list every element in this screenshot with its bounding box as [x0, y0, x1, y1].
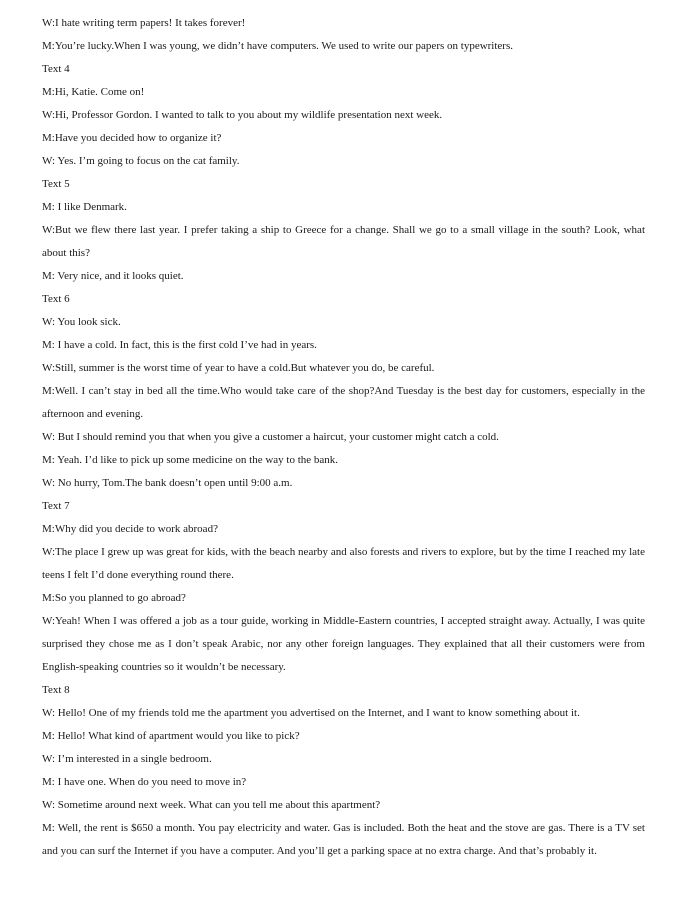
- dialogue-line: W: I’m interested in a single bedroom.: [42, 753, 212, 765]
- section-heading: Text 4: [42, 63, 70, 75]
- dialogue-line: W: You look sick.: [42, 316, 121, 328]
- dialogue-line: W: Yes. I’m going to focus on the cat family.: [42, 155, 240, 167]
- dialogue-line: W: Sometime around next week. What can you tell me about this apartment?: [42, 799, 381, 811]
- dialogue-line: M:Hi, Katie. Come on!: [42, 86, 145, 98]
- dialogue-line: M:So you planned to go abroad?: [42, 592, 186, 604]
- dialogue-line: W:Still, summer is the worst time of year to have a cold.But whatever you do, be careful.: [42, 362, 435, 374]
- dialogue-line: W:But we flew there last year. I prefer taking a ship to Greece for a change. Shall we go to a small village in the south? Look, what about this?: [42, 224, 645, 259]
- section-heading: Text 8: [42, 684, 70, 696]
- dialogue-line: W: But I should remind you that when you give a customer a haircut, your customer might catch a cold.: [42, 431, 499, 443]
- section-heading: Text 6: [42, 293, 70, 305]
- dialogue-line: M:Why did you decide to work abroad?: [42, 523, 218, 535]
- section-heading: Text 5: [42, 178, 70, 190]
- dialogue-line: W:I hate writing term papers! It takes forever!: [42, 17, 246, 29]
- dialogue-line: W:The place I grew up was great for kids, with the beach nearby and also forests and rivers to explore, but by the time I reached my late teens I felt I’d done everything round there.: [42, 546, 645, 581]
- dialogue-line: M: I like Denmark.: [42, 201, 127, 213]
- section-heading: Text 7: [42, 500, 70, 512]
- dialogue-line: M: Hello! What kind of apartment would you like to pick?: [42, 730, 300, 742]
- dialogue-line: W: No hurry, Tom.The bank doesn’t open until 9:00 a.m.: [42, 477, 293, 489]
- dialogue-line: M: I have a cold. In fact, this is the first cold I’ve had in years.: [42, 339, 317, 351]
- dialogue-line: M: Well, the rent is $650 a month. You pay electricity and water. Gas is included. Both the heat and the stove are gas. There is a TV set and you can surf the Internet if you have a computer. And you’ll get a parking space at no extra charge. And that’s probably it.: [42, 822, 645, 857]
- dialogue-line: W: Hello! One of my friends told me the apartment you advertised on the Internet, and I want to know something about it.: [42, 707, 580, 719]
- dialogue-line: M:You’re lucky.When I was young, we didn’t have computers. We used to write our papers on typewriters.: [42, 40, 513, 52]
- dialogue-line: M:Have you decided how to organize it?: [42, 132, 222, 144]
- dialogue-line: M: Yeah. I’d like to pick up some medicine on the way to the bank.: [42, 454, 339, 466]
- dialogue-line: M:Well. I can’t stay in bed all the time.Who would take care of the shop?And Tuesday is the best day for customers, especially in the afternoon and evening.: [42, 385, 645, 420]
- dialogue-line: M: Very nice, and it looks quiet.: [42, 270, 184, 282]
- dialogue-line: W:Yeah! When I was offered a job as a tour guide, working in Middle-Eastern countries, I accepted straight away. Actually, I was quite surprised they chose me as I don’t speak Arabic, nor any other foreign languages. They explained that all their customers were from English-speaking countries so it wouldn’t be necessary.: [42, 615, 645, 673]
- dialogue-line: W:Hi, Professor Gordon. I wanted to talk to you about my wildlife presentation next week.: [42, 109, 443, 121]
- dialogue-line: M: I have one. When do you need to move in?: [42, 776, 247, 788]
